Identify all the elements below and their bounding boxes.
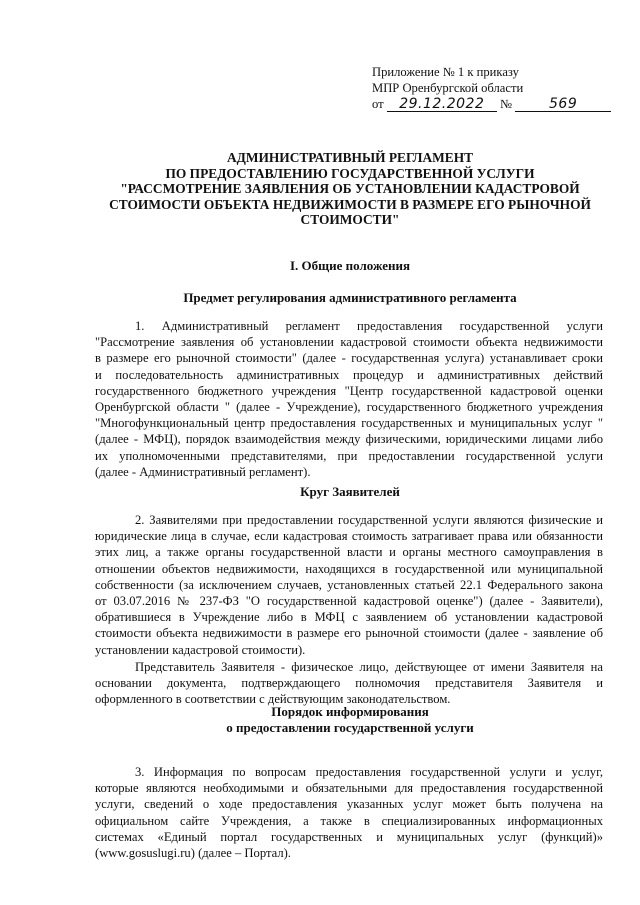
text-line: стоимости объекта недвижимости в размере его рыночной стоимости (далее - заявление об	[95, 626, 603, 641]
subsection-heading-subject: Предмет регулирования административного регламента	[183, 290, 517, 305]
title-line: СТОИМОСТИ"	[300, 212, 400, 227]
text-line: юридические лица в случае, если кадастровая стоимость затрагивает права или обязанности	[95, 529, 603, 544]
text-line: оформленного в соответствии с действующим законодательством.	[95, 692, 451, 707]
paragraph-1	[95, 318, 603, 480]
text-line: которые являются необходимыми и обязательными для предоставления государственной	[95, 781, 603, 796]
text-line: "Рассмотрение заявления об установлении кадастровой стоимости объекта недвижимости	[95, 335, 603, 350]
title-line: СТОИМОСТИ ОБЪЕКТА НЕДВИЖИМОСТИ В РАЗМЕРЕ ЕГО РЫНОЧНОЙ	[109, 196, 591, 212]
text-line: (www.gosuslugi.ru) (далее – Портал).	[95, 845, 291, 860]
text-line: услуги, сведений о ходе предоставления указанных услуг может быть получена на	[95, 797, 603, 812]
text-line: официальном сайте Учреждения, а также в специализированных информационных	[95, 813, 603, 828]
appendix-order-line	[372, 96, 611, 112]
appendix-line-2: МПР Оренбургской области	[372, 81, 524, 95]
text-line: этих лиц, а также органы государственной власти и органы местного самоуправления в	[95, 545, 603, 560]
handwritten-number: 569	[515, 97, 611, 112]
subsection-heading-applicants: Круг Заявителей	[300, 484, 400, 499]
heading-line: Порядок информирования	[271, 704, 429, 719]
text-line: 2. Заявителями при предоставлении государственной услуги являются физические и	[135, 513, 603, 527]
text-line: Представитель Заявителя - физическое лицо, действующее от имени Заявителя на	[135, 660, 603, 674]
document-title	[60, 150, 640, 228]
text-line: и последовательность административных процедур и административных действий	[95, 367, 603, 382]
appendix-line-1: Приложение № 1 к приказу	[372, 65, 519, 79]
subsection-heading-info	[60, 704, 640, 736]
paragraph-3	[95, 659, 603, 708]
text-line: системах «Единый портал государственных и муниципальных услуг (функций)»	[95, 829, 603, 844]
text-line: государственного бюджетного учреждения "Центр государственной кадастровой оценки	[95, 383, 603, 398]
text-line: отношении объектов недвижимости, находящихся в государственной или муниципальной	[95, 561, 603, 576]
from-label: от	[372, 97, 384, 111]
text-line: от 03.07.2016 № 237-ФЗ "О государственной кадастровой оценке") (далее - Заявители),	[95, 593, 603, 608]
text-line: собственности (за исключением случаев, установленных статьей 22.1 Федерального закона	[95, 577, 603, 592]
text-line: их уполномоченными представителями, при предоставлении государственной услуги	[95, 448, 603, 463]
text-line: Оренбургской области " (далее - Учреждение), государственного бюджетного учреждения	[95, 399, 603, 414]
text-line: 3. Информация по вопросам предоставления государственной услуги и услуг,	[135, 765, 603, 779]
title-line: АДМИНИСТРАТИВНЫЙ РЕГЛАМЕНТ	[226, 150, 474, 165]
appendix-block	[372, 64, 611, 112]
text-line: основании документа, подтверждающего полномочия представителя Заявителя и	[95, 676, 603, 691]
text-line: "Многофункциональный центр предоставления государственных и муниципальных услуг "	[95, 416, 603, 431]
text-line: в размере его рыночной стоимости" (далее - государственная услуга) устанавливает сроки	[95, 351, 603, 366]
title-line: "РАССМОТРЕНИЕ ЗАЯВЛЕНИЯ ОБ УСТАНОВЛЕНИИ КАДАСТРОВОЙ	[120, 181, 580, 196]
text-line: (далее - Административный регламент).	[95, 464, 311, 479]
section-heading: I. Общие положения	[290, 258, 410, 273]
title-line: ПО ПРЕДОСТАВЛЕНИЮ ГОСУДАРСТВЕННОЙ УСЛУГИ	[165, 165, 535, 181]
text-line: (далее - МФЦ), порядок взаимодействия между физическими, юридическими лицами либо	[95, 432, 603, 447]
paragraph-4	[95, 764, 603, 861]
number-label: №	[499, 97, 512, 111]
heading-line: о предоставлении государственной услуги	[226, 720, 474, 735]
text-line: установлении кадастровой стоимости).	[95, 642, 306, 657]
text-line: 1. Административный регламент предоставления государственной услуги	[135, 319, 603, 333]
handwritten-date: 29.12.2022	[387, 97, 497, 112]
paragraph-2	[95, 512, 603, 658]
text-line: обратившиеся в Учреждение либо в МФЦ с заявлением об установлении кадастровой	[95, 610, 603, 625]
